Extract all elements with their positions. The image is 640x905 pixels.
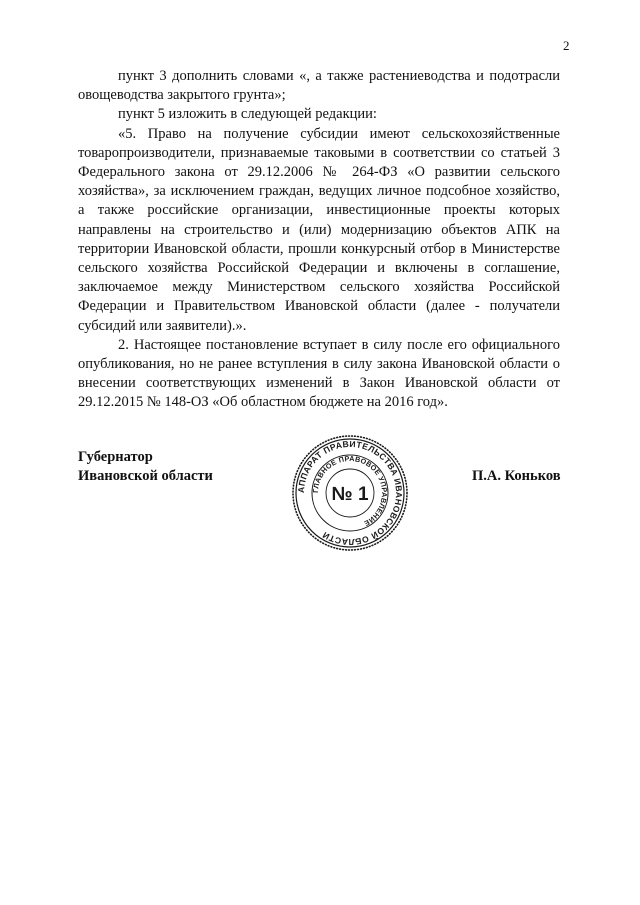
stamp-outer-text: АППАРАТ ПРАВИТЕЛЬСТВА ИВАНОВСКОЙ ОБЛАСТИ — [295, 438, 405, 548]
stamp-number: № 1 — [331, 484, 369, 505]
page-number: 2 — [563, 38, 570, 53]
signature-title — [78, 448, 213, 486]
official-stamp — [290, 433, 410, 553]
signature-title-line2: Ивановской области — [78, 468, 213, 484]
paragraph-4: 2. Настоящее постановление вступает в силу после его официального опубликования, но не ранее вступления в силу закона Ивановской области о внесении соответствующих изменений в Закон Ивановской области от 29.12.2015 № 148-ОЗ «Об областном бюджете на 2016 год». — [78, 336, 560, 411]
paragraph-2: пункт 5 изложить в следующей редакции: — [118, 106, 377, 123]
stamp-inner-text: ГЛАВНОЕ ПРАВОВОЕ УПРАВЛЕНИЕ — [310, 453, 390, 529]
paragraph-1: пункт 3 дополнить словами «, а также растениеводства и подотрасли овощеводства закрытого грунта»; — [78, 68, 560, 104]
paragraph-3: «5. Право на получение субсидии имеют сельскохозяйственные товаропроизводители, признаваемые таковыми в соответствии со статьей 3 Федерального закона от 29.12.2006 № 264-ФЗ «О развитии сельского хозяйства», за исключением граждан, ведущих личное подсобное хозяйство, а также российские организации, инвестиционные проекты которых направлены на строительство и (или) модернизацию объектов АПК на территории Ивановской области, прошли конкурсный отбор в Министерстве сельского хозяйства Российской Федерации и включены в соглашение, заключаемое между Министерством сельского хозяйства Российской Федерации и Правительством Ивановской области (далее - получатели субсидий или заявители).». — [78, 125, 560, 334]
signature-title-line1: Губернатор — [78, 449, 153, 465]
signature-name: П.А. Коньков — [472, 468, 561, 484]
document-body — [78, 67, 560, 413]
